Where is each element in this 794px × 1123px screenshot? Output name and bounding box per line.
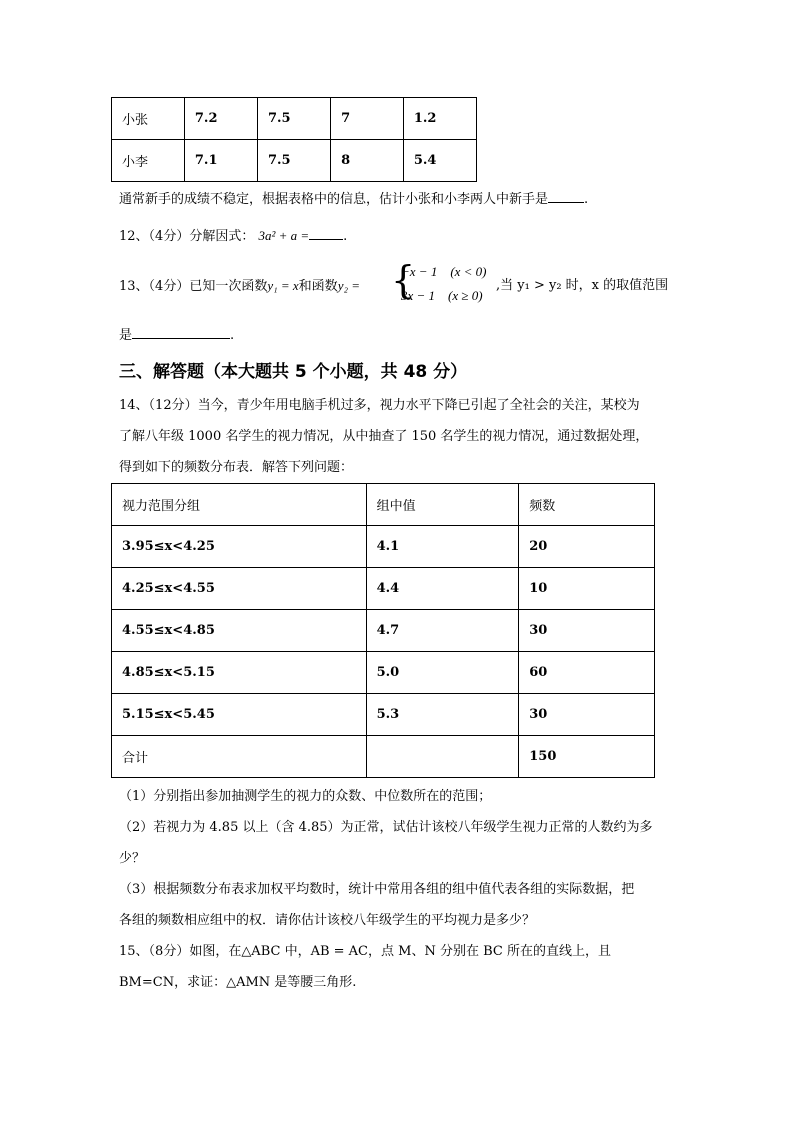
score-cell: 小张	[112, 98, 185, 140]
frequency-cell: 10	[519, 568, 655, 610]
question-12	[119, 227, 347, 246]
q13-y2: y₂ =	[337, 278, 360, 293]
frequency-cell: 20	[519, 526, 655, 568]
frequency-cell: 5.3	[366, 694, 519, 736]
q13-case-1: −x − 1 (x < 0)	[401, 264, 487, 279]
frequency-cell: 合计	[112, 736, 367, 778]
q13-prefix: 13、（4分）已知一次函数	[119, 279, 268, 294]
score-cell: 7.1	[184, 140, 257, 182]
q13-mid: 和函数	[298, 279, 338, 294]
score-cell: 1.2	[403, 98, 476, 140]
score-table	[111, 97, 477, 182]
frequency-cell: 150	[519, 736, 655, 778]
frequency-row	[112, 694, 655, 736]
frequency-cell	[366, 736, 519, 778]
score-cell: 7.5	[257, 140, 330, 182]
q12-expression: 3a² + a =	[258, 228, 310, 243]
frequency-header-row	[112, 484, 655, 526]
frequency-cell: 30	[519, 694, 655, 736]
frequency-row	[112, 568, 655, 610]
answer-blank	[548, 190, 584, 203]
score-cell: 7.5	[257, 98, 330, 140]
q14-line-1: 14、（12分）当今，青少年用电脑手机过多，视力水平下降已引起了全社会的关注，某校为	[119, 398, 640, 413]
score-cell: 小李	[112, 140, 185, 182]
q14-sub-2-line-2: 少？	[119, 851, 146, 866]
q14-sub-2-line-1: （2）若视力为 4.85 以上（含 4.85）为正常，试估计该校八年级学生视力正常的人数约为多	[119, 820, 653, 835]
q15-line-1: 15、（8分）如图，在△ABC 中，AB = AC，点 M、N 分别在 BC 所在的直线上，且	[119, 944, 611, 959]
frequency-cell: 5.0	[366, 652, 519, 694]
frequency-cell: 4.1	[366, 526, 519, 568]
q13-y1: y₁ = x	[267, 278, 299, 293]
q14-sub-1: （1）分别指出参加抽测学生的视力的众数、中位数所在的范围；	[119, 789, 492, 804]
score-row	[112, 140, 477, 182]
q13-condition: ,当 y₁ > y₂ 时，x 的取值范围	[496, 278, 669, 293]
frequency-row	[112, 526, 655, 568]
q13-end: .	[230, 328, 235, 343]
frequency-header-cell: 组中值	[366, 484, 519, 526]
score-cell: 5.4	[403, 140, 476, 182]
q12-end: .	[343, 229, 348, 244]
frequency-header-cell: 频数	[519, 484, 655, 526]
q15-line-2: BM=CN，求证：△AMN 是等腰三角形.	[119, 975, 357, 990]
q14-line-2: 了解八年级 1000 名学生的视力情况，从中抽查了 150 名学生的视力情况，通过数据处理，	[119, 429, 649, 444]
score-cell: 8	[331, 140, 404, 182]
q13-case-2: 3x − 1 (x ≥ 0)	[401, 288, 483, 303]
note-line: 通常新手的成绩不稳定，根据表格中的信息，估计小张和小李两人中新手是 .	[119, 192, 589, 207]
q14-sub-3-line-2: 各组的频数相应组中的权．请你估计该校八年级学生的平均视力是多少？	[119, 913, 536, 928]
note-text: 通常新手的成绩不稳定，根据表格中的信息，估计小张和小李两人中新手是	[119, 192, 549, 207]
q14-sub-3-line-1: （3）根据频数分布表求加权平均数时，统计中常用各组的组中值代表各组的实际数据，把	[119, 882, 635, 897]
question-13	[119, 277, 360, 296]
frequency-cell: 5.15≤x<5.45	[112, 694, 367, 736]
frequency-row	[112, 652, 655, 694]
q12-prefix: 12、（4分）分解因式：	[119, 229, 255, 244]
frequency-cell: 4.4	[366, 568, 519, 610]
frequency-cell: 3.95≤x<4.25	[112, 526, 367, 568]
q13-blank	[132, 326, 230, 339]
frequency-cell: 60	[519, 652, 655, 694]
frequency-cell: 4.85≤x<5.15	[112, 652, 367, 694]
frequency-row	[112, 610, 655, 652]
score-cell: 7.2	[184, 98, 257, 140]
q14-line-3: 得到如下的频数分布表．解答下列问题：	[119, 460, 354, 475]
frequency-table	[111, 483, 655, 778]
frequency-cell: 4.25≤x<4.55	[112, 568, 367, 610]
score-cell: 7	[331, 98, 404, 140]
score-row	[112, 98, 477, 140]
frequency-row	[112, 736, 655, 778]
q13-line2-text: 是	[119, 328, 133, 343]
frequency-cell: 4.55≤x<4.85	[112, 610, 367, 652]
frequency-cell: 4.7	[366, 610, 519, 652]
frequency-header-cell: 视力范围分组	[112, 484, 367, 526]
section-heading: 三、解答题（本大题共 5 个小题，共 48 分）	[119, 362, 468, 382]
q12-blank	[309, 227, 343, 240]
question-13-line2	[119, 326, 234, 345]
piecewise-brace: {	[391, 258, 416, 302]
frequency-cell: 30	[519, 610, 655, 652]
